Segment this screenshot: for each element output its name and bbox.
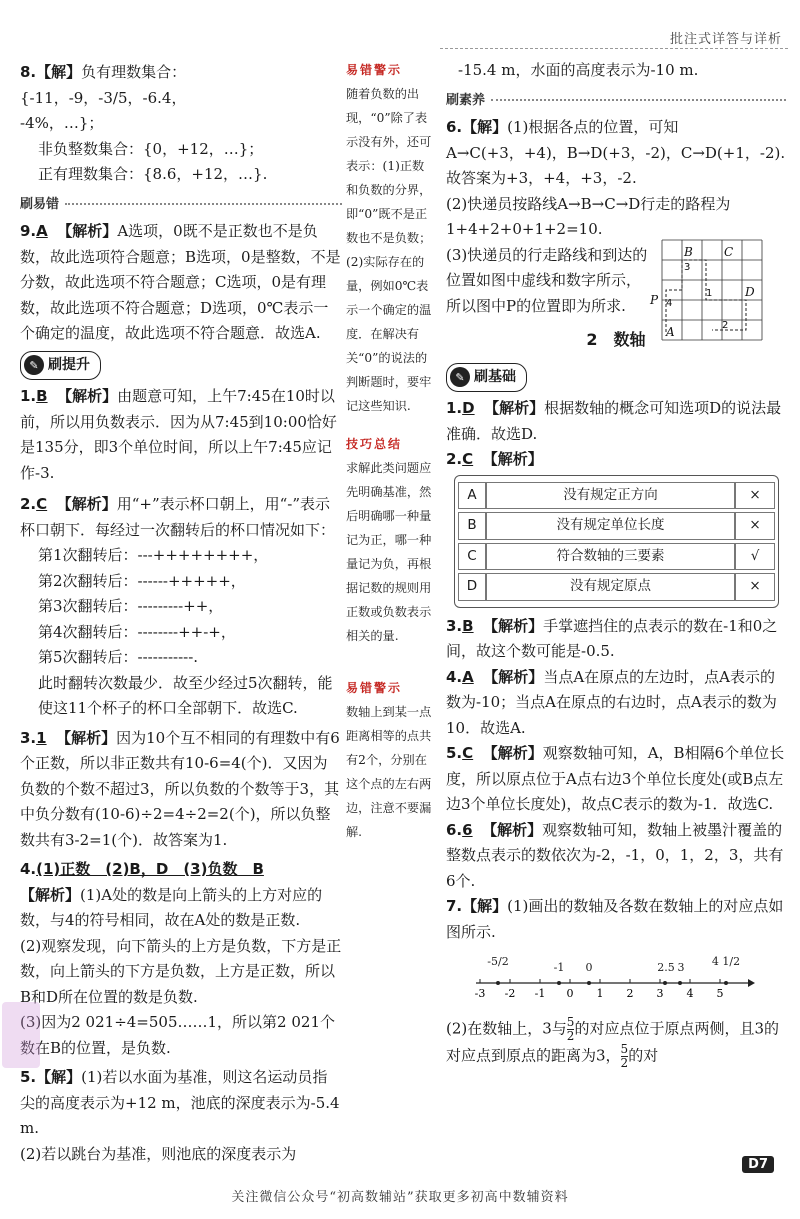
number-line-point xyxy=(724,981,728,985)
q4-p2: (2)观察发现，向下箭头的上方是负数，下方是正数，向上箭头的下方是负数，上方是正数，所以B和D所在位置的数是负数. xyxy=(20,936,342,1006)
fraction: $\frac{5}{2}$ xyxy=(620,1041,629,1070)
number-line-point xyxy=(678,981,682,985)
point-label: 0 xyxy=(585,961,593,974)
note-text: 数轴上到某一点距离相等的点共有2个，分别在这个点的左右两边，注意不要漏解. xyxy=(346,705,432,839)
chapter-title: 2 数轴 xyxy=(586,330,646,349)
number-line-point xyxy=(587,981,591,985)
section-tisheng: ✎ 刷提升 xyxy=(20,351,101,381)
grid-number: 4 xyxy=(666,298,673,309)
table-row: C 符合数轴的三要素 √ xyxy=(458,543,775,571)
grid-number: 3 xyxy=(684,262,691,273)
q6-p3: (3)快递员的行走路线和到达的位置如图中虚线和数字所示，所以图中P的位置即为所求. xyxy=(446,245,648,315)
q4-p1: 【解析】(1)A处的数是向上箭头的上方对应的数，与4的符号相同，故在A处的数是正数. xyxy=(20,885,323,929)
fraction: $\frac{5}{2}$ xyxy=(566,1014,575,1043)
note-jiqiao xyxy=(346,432,436,648)
number-line-point xyxy=(496,981,500,985)
arrow-icon xyxy=(748,979,755,987)
note-yicuo-1 xyxy=(346,58,436,418)
page-number: D7 xyxy=(742,1156,774,1173)
grid-number: 1 xyxy=(706,288,713,299)
table-row: B 没有规定单位长度 × xyxy=(458,512,775,540)
q6: 6.【解】(1)根据各点的位置，可知A→C(+3，+4)，B→D(+3，-2)，C→D(+1，-2). xyxy=(446,118,786,162)
note-title: 技巧总结 xyxy=(346,437,403,451)
tick-label: 5 xyxy=(716,987,724,1000)
courier-grid-figure xyxy=(650,240,762,340)
grid-number: 2 xyxy=(722,320,729,331)
q9: 9.A 【解析】A选项，0既不是正数也不是负数，故此选项符合题意；B选项，0是整数，不是分数，故此选项不符合题意；C选项，0是有理数，故此选项不符合题意；D选项，0℃表示一个确定的温度，故此选项不符合题意．故选A. xyxy=(20,222,341,342)
left-column xyxy=(20,60,342,1167)
q8-line2: -4%，…}； xyxy=(20,114,104,132)
grid-label: D xyxy=(745,285,755,299)
q5-continued: -15.4 m，水面的高度表示为-10 m. xyxy=(458,61,699,79)
point-label: 3 xyxy=(677,961,685,974)
number-line-ticks xyxy=(475,979,724,1000)
flip-line: 第1次翻转后：---++++++++， xyxy=(38,546,269,564)
table-row: A 没有规定正方向 × xyxy=(458,482,775,510)
q8-line4: 正有理数集合：{8.6，+12，…}. xyxy=(38,165,268,183)
q4: 4.(1)正数 (2)B，D (3)负数 B xyxy=(20,860,264,878)
flip-line: 第3次翻转后：---------++， xyxy=(38,597,224,615)
footer-notice: 关注微信公众号“初高数辅站”获取更多初高中数辅资料 xyxy=(231,1190,569,1205)
flip-line: 第5次翻转后：-----------. xyxy=(38,648,199,666)
r7: 7.【解】(1)画出的数轴及各数在数轴上的对应点如图所示. xyxy=(446,897,784,941)
tick-label: 1 xyxy=(596,987,604,1000)
q8-line3: 非负整数集合：{0，+12，…}； xyxy=(38,139,264,158)
note-title: 易错警示 xyxy=(346,63,403,77)
grid-label: B xyxy=(684,245,693,259)
r3: 3.B 【解析】手掌遮挡住的点表示的数在-1和0之间，故这个数可能是-0.5. xyxy=(446,616,778,660)
point-label: 4 1/2 xyxy=(711,955,741,968)
number-line-point xyxy=(557,981,561,985)
q4-p3: (3)因为2 021÷4=505……1，所以第2 021个数在B的位置，是负数. xyxy=(20,1013,335,1057)
header-rule xyxy=(440,48,788,49)
section-yicuo: 刷易错 xyxy=(20,192,342,218)
r7-p2: (2)在数轴上，3与 $\frac{5}{2}$ 的对应点位于原点两侧，且3的对应点到原点的距离为3， $\frac{5}{2}$ 的对 xyxy=(446,1014,779,1070)
grid-label: A xyxy=(666,325,675,339)
r2: 2.C 【解析】 xyxy=(446,450,543,468)
number-line-point-labels xyxy=(487,955,740,974)
table-row: D 没有规定原点 × xyxy=(458,573,775,601)
point-label: -5/2 xyxy=(487,955,509,968)
grid-label: P xyxy=(650,293,659,307)
number-line-figure xyxy=(456,951,756,1003)
note-text: 随着负数的出现，“0”除了表示没有外，还可表示：(1)正数和负数的分界，即“0”既不是正数也不是负数；(2)实际存在的量，例如0℃表示一个确定的温度．在解决有关“0”的说法的判断题时，要牢记这些知识. xyxy=(346,87,432,413)
number-line-point xyxy=(663,981,667,985)
watermark-stamp xyxy=(0,1000,42,1070)
q5: 5.【解】(1)若以水面为基准，则这名运动员指尖的高度表示为+12 m，池底的深度表示为-5.4 m. xyxy=(20,1068,340,1137)
tick-label: 2 xyxy=(626,987,634,1000)
tick-label: 0 xyxy=(566,987,574,1000)
q8: 8.【解】负有理数集合：{-11，-9，-3/5，-6.4， xyxy=(20,63,187,107)
header-title: 批注式详答与详析 xyxy=(669,32,782,47)
q6-p1b: 故答案为+3，+4，+3，-2. xyxy=(446,169,637,187)
tick-label: -1 xyxy=(534,987,546,1000)
section-suyang: 刷素养 xyxy=(446,88,786,114)
brush-icon: ✎ xyxy=(24,355,44,375)
flip-line: 第2次翻转后：------+++++， xyxy=(38,571,246,590)
point-label: -1 xyxy=(553,961,565,974)
tick-label: 4 xyxy=(686,987,694,1000)
q5-p2: (2)若以跳台为基准，则池底的深度表示为 xyxy=(20,1144,297,1163)
q2: 2.C 【解析】用“+”表示杯口朝上，用“-”表示杯口朝下．每经过一次翻转后的杯口情况如下： xyxy=(20,495,336,539)
note-text: 求解此类问题应先明确基准，然后明确哪一种量记为正，哪一种量记为负，再根据记数的规则用正数或负数表示相关的量. xyxy=(346,461,432,643)
side-notes xyxy=(346,58,436,858)
r4: 4.A 【解析】当点A在原点的左边时，点A表示的数为-10；当点A在原点的右边时，点A表示的数为10．故选A. xyxy=(446,667,777,737)
grid-label: C xyxy=(724,245,734,259)
q3: 3.1 【解析】因为10个互不相同的有理数中有6个正数，所以非正数共有10-6=4(个)．又因为负数的个数不超过3，所以负数的个数等于3，其中负分数有(10-6)÷2=4÷2=2(个)，所以负整数共有3-2=1(个)．故答案为1. xyxy=(20,728,340,849)
r6: 6.6 【解析】观察数轴可知，数轴上被墨汁覆盖的整数点表示的数依次为-2，-1，0，1，2，3，共有6个. xyxy=(446,820,784,890)
point-label: 2.5 xyxy=(657,961,675,974)
q2-outro: 此时翻转次数最少．故至少经过5次翻转，能使这11个杯子的杯口全部朝下．故选C. xyxy=(38,673,333,717)
grid-numbers xyxy=(666,262,728,331)
tick-label: -3 xyxy=(474,987,486,1000)
q2-flips xyxy=(20,543,342,671)
section-jichu: ✎ 刷基础 xyxy=(446,363,527,393)
tick-label: 3 xyxy=(656,987,664,1000)
brush-icon: ✎ xyxy=(450,367,470,387)
tick-label: -2 xyxy=(504,987,516,1000)
flip-line: 第4次翻转后：--------++-+， xyxy=(38,622,236,641)
r1: 1.D 【解析】根据数轴的概念可知选项D的说法最准确．故选D. xyxy=(446,399,782,443)
q6-p2: (2)快递员按路线A→B→C→D行走的路程为1+4+2+0+1+2=10. xyxy=(446,194,731,238)
r5: 5.C 【解析】观察数轴可知，A，B相隔6个单位长度，所以原点位于A点右边3个单位长度处(或B点左边3个单位长度处)，故点C表示的数为-1．故选C. xyxy=(446,744,785,813)
options-table xyxy=(454,475,779,608)
q1: 1.B 【解析】由题意可知，上午7:45在10时以前，所以用负数表示．因为从7:45到10:00恰好是135分，即3个单位时间，所以上午7:45应记作-3. xyxy=(20,387,337,482)
note-title: 易错警示 xyxy=(346,681,403,695)
right-column xyxy=(446,58,786,1070)
note-yicuo-2 xyxy=(346,676,436,844)
